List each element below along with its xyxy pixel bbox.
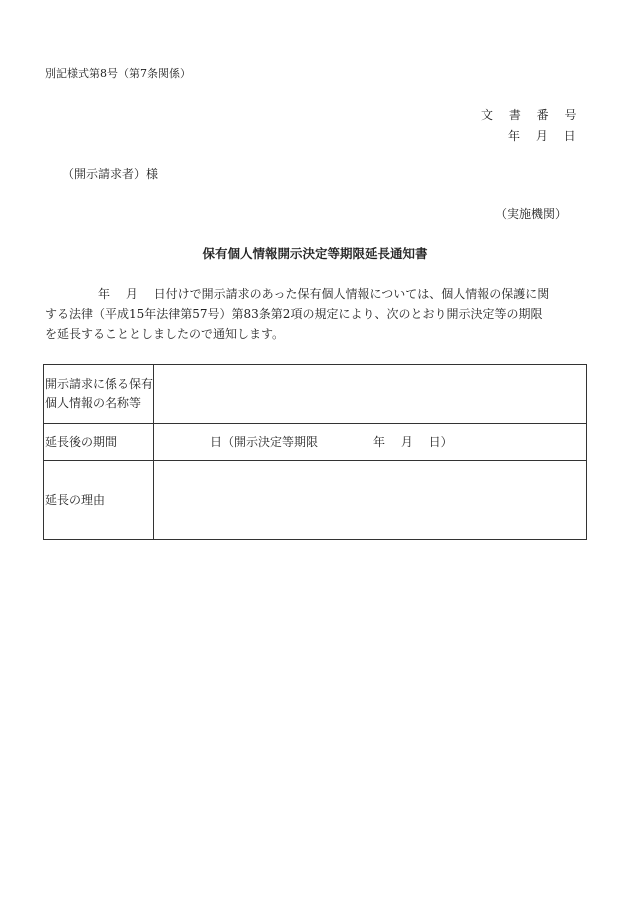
info-name-value [154,365,587,424]
document-date: 年 月 日 [508,129,582,143]
issuer-line: （実施機関） [495,207,568,221]
period-days-text: 日（開示決定等期限 [210,435,319,449]
body-text [45,284,590,344]
document-number-label: 文 書 番 号 [481,108,583,122]
document-title: 保有個人情報開示決定等期限延長通知書 [202,246,428,261]
extended-period-label: 延長後の期間 [44,424,154,461]
recipient-line: （開示請求者）様 [62,167,159,181]
table-row [44,461,587,540]
details-table [43,364,587,540]
body-line-1: 年 月 日付けで開示請求のあった保有個人情報については、個人情報の保護に関 [98,287,550,301]
info-name-label: 開示請求に係る保有個人情報の名称等 [44,365,154,424]
period-deadline-date: 年 月 日） [373,435,453,449]
extension-reason-value [154,461,587,540]
table-row [44,424,587,461]
body-line-2: する法律（平成15年法律第57号）第83条第2項の規定により、次のとおり開示決定等の期限 [45,307,543,321]
extension-reason-label: 延長の理由 [44,461,154,540]
body-line-3: を延長することとしましたので通知します。 [45,327,285,341]
form-number: 別記様式第8号（第7条関係） [45,67,191,80]
extended-period-value [154,424,587,461]
table-row [44,365,587,424]
